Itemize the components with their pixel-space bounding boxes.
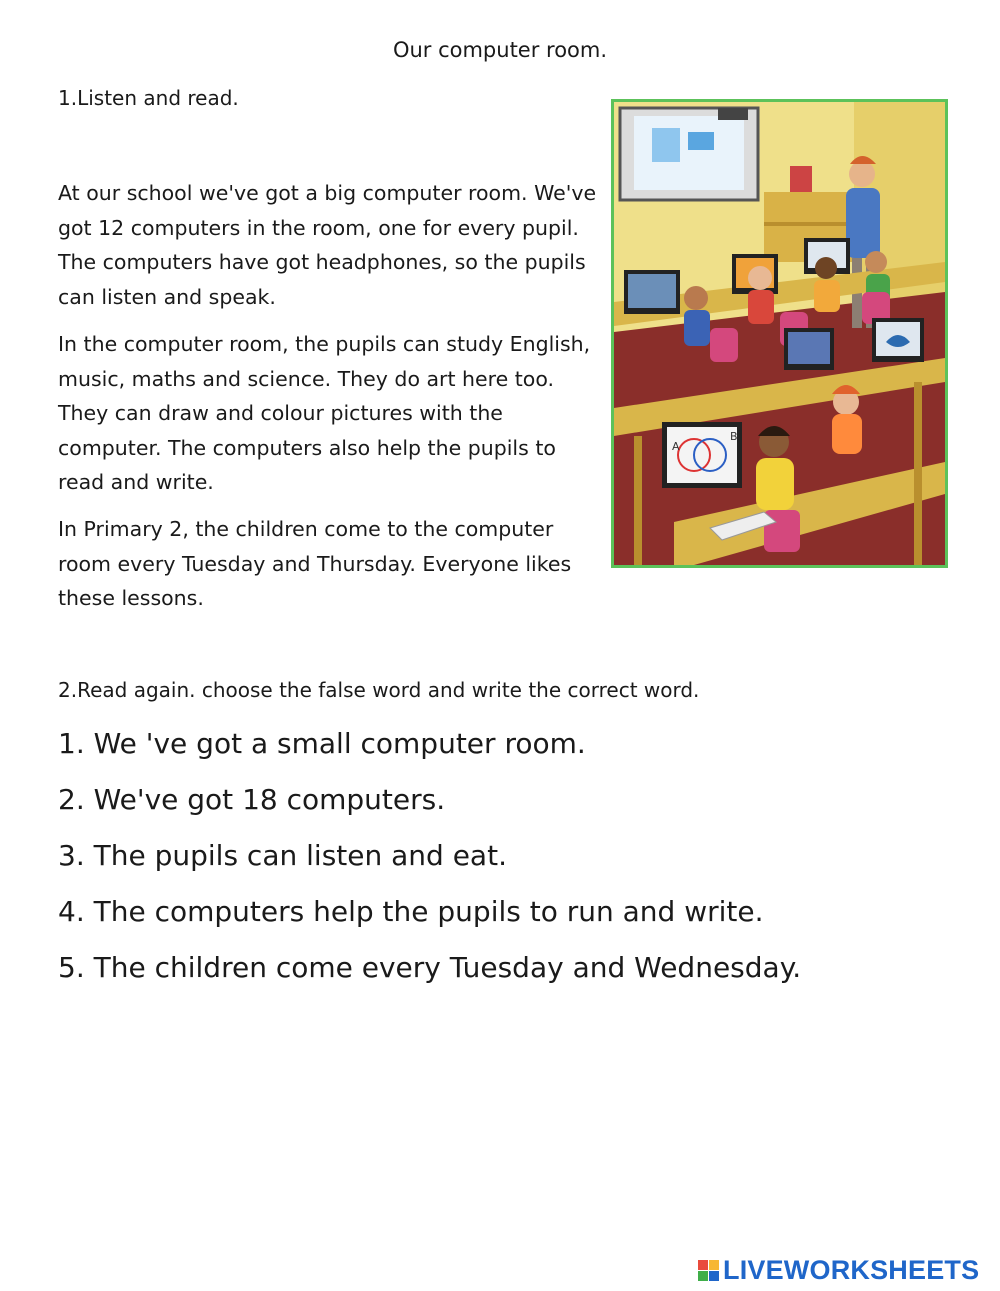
computer-room-illustration bbox=[611, 99, 948, 568]
page-title: Our computer room. bbox=[392, 38, 608, 62]
liveworksheets-logo bbox=[698, 1254, 979, 1286]
question-list bbox=[58, 724, 801, 1004]
venn-label-a: A bbox=[672, 440, 680, 453]
question-item-5[interactable]: 5. The children come every Tuesday and Wednesday. bbox=[58, 951, 802, 984]
reading-paragraph-3: In Primary 2, the children come to the computer room every Tuesday and Thursday. Everyone likes these lessons. bbox=[58, 517, 572, 610]
reading-paragraph-1: At our school we've got a big computer room. We've got 12 computers in the room, one for every pupil. The computers have got headphones, so the pupils can listen and speak. bbox=[58, 181, 597, 309]
section-2-heading: 2.Read again. choose the false word and write the correct word. bbox=[58, 678, 700, 702]
section-1-heading: 1.Listen and read. bbox=[58, 86, 239, 110]
question-item-3[interactable]: 3. The pupils can listen and eat. bbox=[58, 839, 507, 872]
reading-paragraph-2: In the computer room, the pupils can study English, music, maths and science. They do art here too. They can draw and colour pictures with the computer. The computers also help the pupils to read and write. bbox=[58, 332, 591, 494]
question-item-2[interactable]: 2. We've got 18 computers. bbox=[58, 783, 446, 816]
logo-text: LIVEWORKSHEETS bbox=[723, 1254, 980, 1285]
logo-blocks-icon bbox=[698, 1260, 719, 1281]
question-item-1[interactable]: 1. We 've got a small computer room. bbox=[58, 727, 586, 760]
venn-label-b: B bbox=[730, 430, 738, 443]
question-item-4[interactable]: 4. The computers help the pupils to run and write. bbox=[58, 895, 764, 928]
